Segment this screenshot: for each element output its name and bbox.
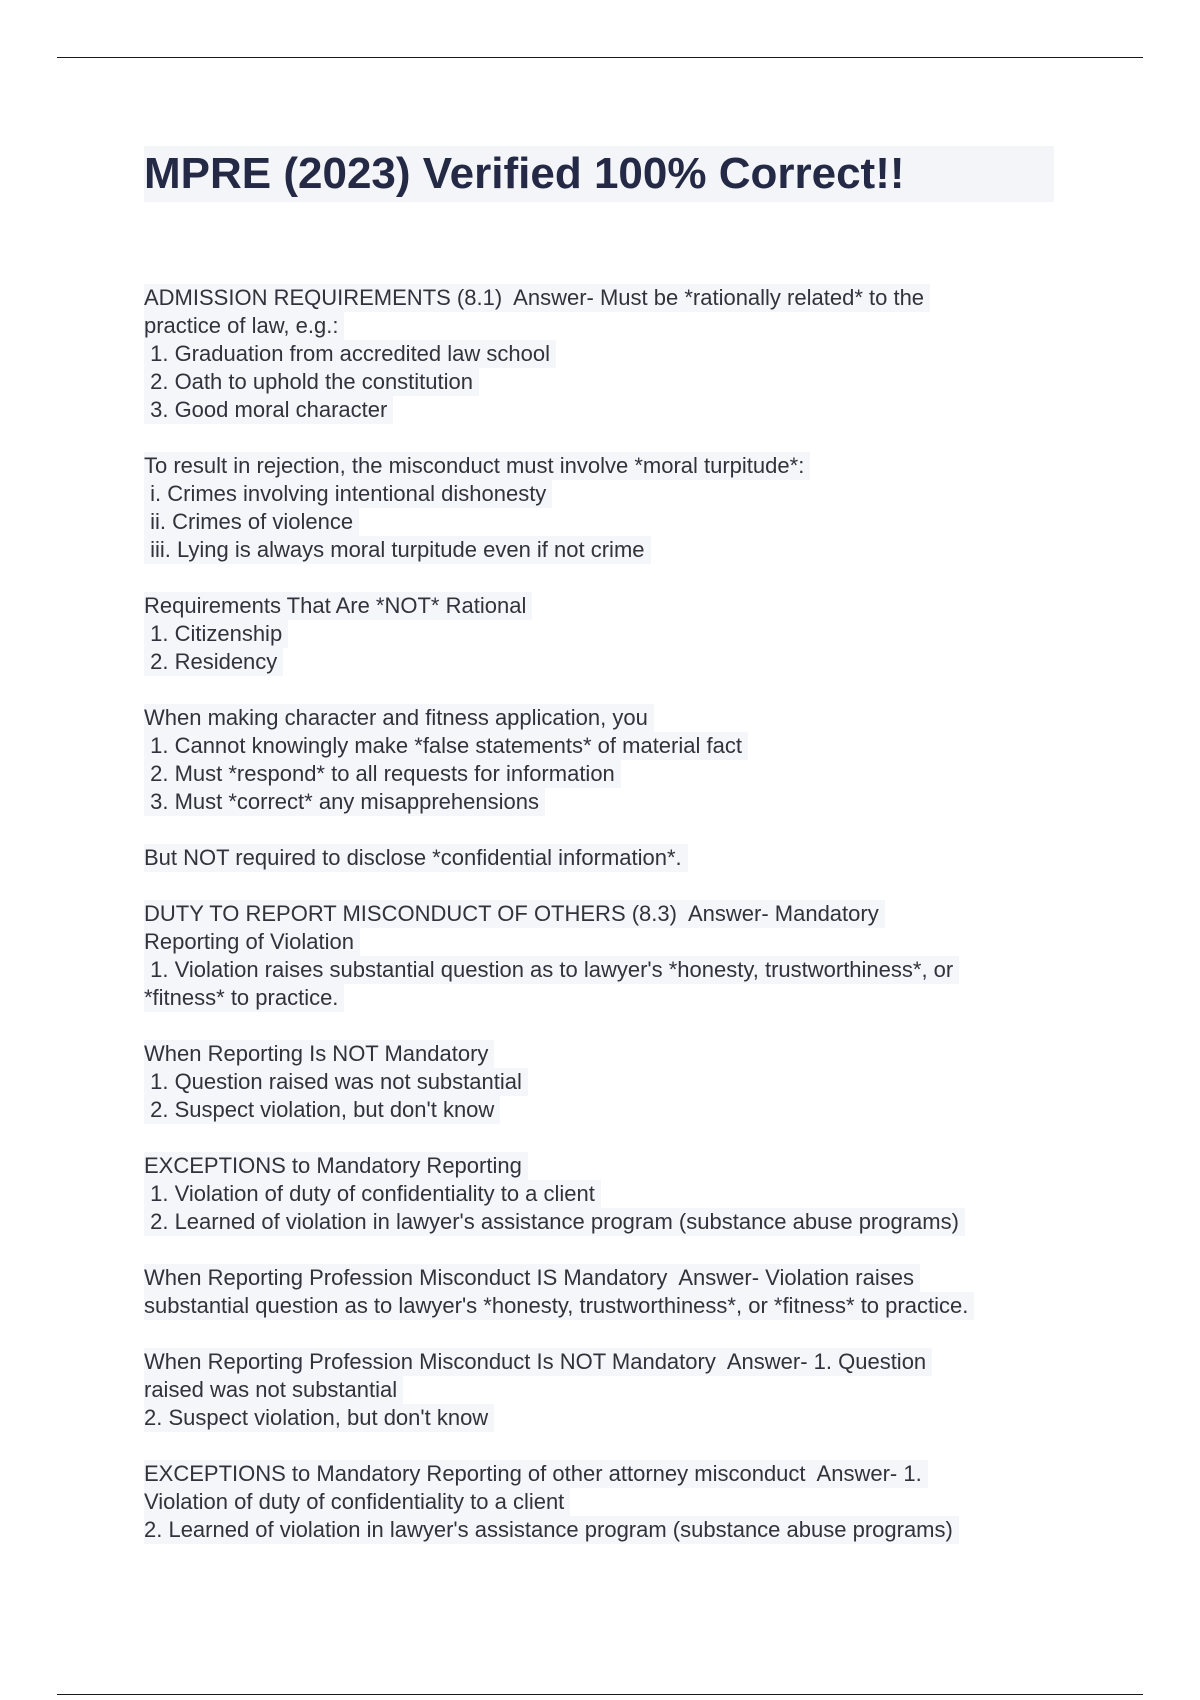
text-line <box>144 620 1064 648</box>
text-line-content: 1. Question raised was not substantial <box>144 1068 528 1096</box>
text-line <box>144 1348 1064 1376</box>
text-line <box>144 480 1064 508</box>
qa-block <box>144 1040 1064 1124</box>
text-line-content: When Reporting Profession Misconduct IS Mandatory Answer- Violation raises <box>144 1264 920 1292</box>
text-line-content: When Reporting Is NOT Mandatory <box>144 1040 494 1068</box>
text-line <box>144 648 1064 676</box>
qa-block <box>144 1460 1064 1544</box>
text-line-content: substantial question as to lawyer's *honesty, trustworthiness*, or *fitness* to practice. <box>144 1292 974 1320</box>
text-line <box>144 368 1064 396</box>
text-line <box>144 1040 1064 1068</box>
document-title: MPRE (2023) Verified 100% Correct!! <box>144 146 1054 202</box>
text-line-content: When making character and fitness application, you <box>144 704 654 732</box>
text-line <box>144 1068 1064 1096</box>
qa-block <box>144 844 1064 872</box>
bottom-divider <box>57 1694 1143 1695</box>
text-line <box>144 1516 1064 1544</box>
text-line-content: i. Crimes involving intentional dishonesty <box>144 480 552 508</box>
text-line <box>144 956 1064 984</box>
text-line <box>144 1208 1064 1236</box>
text-line <box>144 284 1064 312</box>
text-line <box>144 984 1064 1012</box>
text-line-content: ii. Crimes of violence <box>144 508 359 536</box>
text-line-content: 2. Suspect violation, but don't know <box>144 1096 500 1124</box>
text-line <box>144 928 1064 956</box>
text-line-content: But NOT required to disclose *confidential information*. <box>144 844 688 872</box>
text-line-content: 2. Learned of violation in lawyer's assistance program (substance abuse programs) <box>144 1516 959 1544</box>
text-line-content: EXCEPTIONS to Mandatory Reporting <box>144 1152 528 1180</box>
text-line-content: 2. Oath to uphold the constitution <box>144 368 479 396</box>
text-line-content: 2. Suspect violation, but don't know <box>144 1404 494 1432</box>
text-line <box>144 536 1064 564</box>
text-line-content: 3. Must *correct* any misapprehensions <box>144 788 545 816</box>
text-line-content: 1. Violation of duty of confidentiality to a client <box>144 1180 601 1208</box>
text-line-content: When Reporting Profession Misconduct Is NOT Mandatory Answer- 1. Question <box>144 1348 932 1376</box>
text-line <box>144 844 1064 872</box>
text-line <box>144 1096 1064 1124</box>
text-line-content: *fitness* to practice. <box>144 984 344 1012</box>
text-line <box>144 788 1064 816</box>
text-line <box>144 312 1064 340</box>
text-line <box>144 760 1064 788</box>
qa-block <box>144 452 1064 564</box>
qa-block <box>144 284 1064 424</box>
text-line <box>144 1180 1064 1208</box>
text-line-content: ADMISSION REQUIREMENTS (8.1) Answer- Must be *rationally related* to the <box>144 284 930 312</box>
text-line <box>144 508 1064 536</box>
text-line-content: Requirements That Are *NOT* Rational <box>144 592 532 620</box>
text-line <box>144 1488 1064 1516</box>
text-line <box>144 592 1064 620</box>
text-line <box>144 900 1064 928</box>
text-line <box>144 1292 1064 1320</box>
text-line-content: To result in rejection, the misconduct must involve *moral turpitude*: <box>144 452 810 480</box>
qa-block <box>144 900 1064 1012</box>
text-line-content: Violation of duty of confidentiality to a client <box>144 1488 570 1516</box>
text-line-content: 1. Violation raises substantial question as to lawyer's *honesty, trustworthiness*, or <box>144 956 959 984</box>
text-line-content: raised was not substantial <box>144 1376 403 1404</box>
qa-block <box>144 1152 1064 1236</box>
text-line-content: 2. Learned of violation in lawyer's assistance program (substance abuse programs) <box>144 1208 965 1236</box>
text-line <box>144 1376 1064 1404</box>
text-line <box>144 452 1064 480</box>
text-line-content: EXCEPTIONS to Mandatory Reporting of other attorney misconduct Answer- 1. <box>144 1460 928 1488</box>
text-line-content: 2. Residency <box>144 648 283 676</box>
qa-block <box>144 592 1064 676</box>
text-line <box>144 340 1064 368</box>
text-line <box>144 396 1064 424</box>
text-line <box>144 704 1064 732</box>
text-line-content: 1. Graduation from accredited law school <box>144 340 556 368</box>
text-line-content: 2. Must *respond* to all requests for information <box>144 760 621 788</box>
qa-block <box>144 1348 1064 1432</box>
top-divider <box>57 57 1143 58</box>
text-line-content: DUTY TO REPORT MISCONDUCT OF OTHERS (8.3) Answer- Mandatory <box>144 900 885 928</box>
qa-block <box>144 704 1064 816</box>
qa-block <box>144 1264 1064 1320</box>
text-line-content: 1. Cannot knowingly make *false statements* of material fact <box>144 732 748 760</box>
text-line-content: iii. Lying is always moral turpitude even if not crime <box>144 536 651 564</box>
text-line-content: 3. Good moral character <box>144 396 393 424</box>
text-line-content: practice of law, e.g.: <box>144 312 344 340</box>
text-line <box>144 1460 1064 1488</box>
document-body <box>144 284 1064 1572</box>
text-line <box>144 1404 1064 1432</box>
text-line <box>144 1152 1064 1180</box>
text-line-content: 1. Citizenship <box>144 620 288 648</box>
text-line-content: Reporting of Violation <box>144 928 360 956</box>
text-line <box>144 732 1064 760</box>
text-line <box>144 1264 1064 1292</box>
